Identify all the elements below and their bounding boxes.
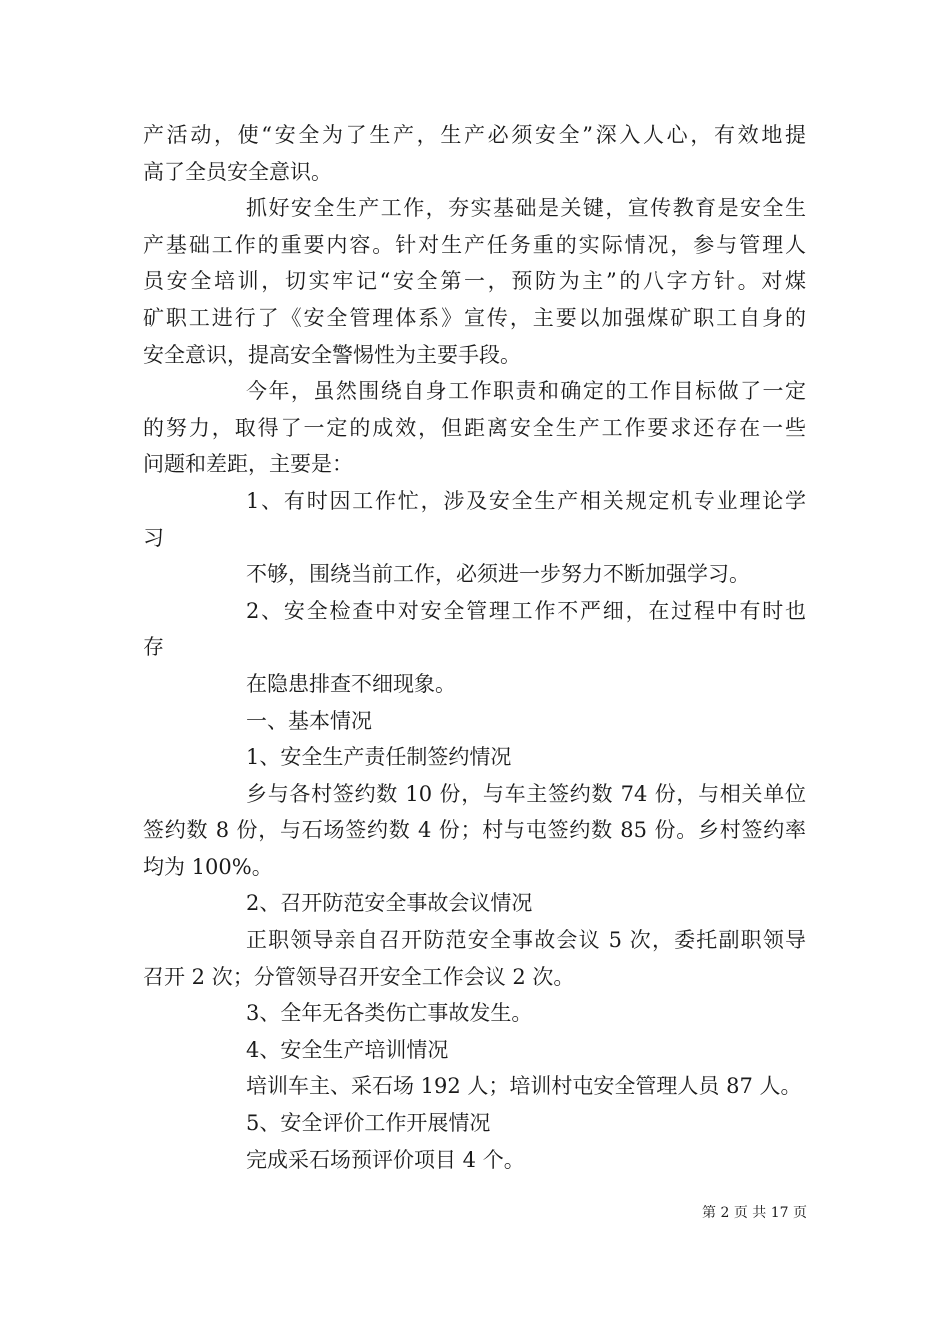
text-line: 不够，围绕当前工作，必须进一步努力不断加强学习。 (246, 562, 750, 587)
text-line: 1、安全生产责任制签约情况 (246, 745, 512, 770)
text-line: 产活动，使“安全为了生产，生产必须安全”深入人心，有效地提 (143, 123, 806, 147)
text-line: 5、安全评价工作开展情况 (246, 1111, 491, 1136)
text-line: 召开 2 次；分管领导召开安全工作会议 2 次。 (143, 964, 575, 989)
text-line: 签约数 8 份，与石场签约数 4 份；村与屯签约数 85 份。乡村签约率 (143, 818, 806, 843)
text-line: 培训车主、采石场 192 人；培训村屯安全管理人员 87 人。 (246, 1074, 802, 1099)
text-line: 安全意识，提高安全警惕性为主要手段。 (143, 342, 521, 367)
text-line: 习 (143, 525, 164, 550)
document-body (143, 117, 806, 1178)
text-line: 1、有时因工作忙，涉及安全生产相关规定机专业理论学 (246, 488, 806, 513)
text-line: 一、基本情况 (246, 708, 372, 733)
text-line: 矿职工进行了《安全管理体系》宣传，主要以加强煤矿职工自身的 (143, 305, 806, 330)
text-line: 完成采石场预评价项目 4 个。 (246, 1147, 525, 1172)
text-line: 产基础工作的重要内容。针对生产任务重的实际情况，参与管理人 (143, 232, 806, 257)
page-number: 第 2 页 共 17 页 (702, 1205, 807, 1221)
text-line: 2、安全检查中对安全管理工作不严细，在过程中有时也 (246, 598, 806, 623)
text-line: 的努力，取得了一定的成效，但距离安全生产工作要求还存在一些 (143, 415, 806, 440)
text-line: 乡与各村签约数 10 份，与车主签约数 74 份，与相关单位 (246, 781, 806, 806)
text-line: 问题和差距，主要是： (143, 452, 353, 477)
text-line: 在隐患排查不细现象。 (246, 671, 456, 696)
text-line: 高了全员安全意识。 (143, 159, 332, 184)
text-line: 今年，虽然围绕自身工作职责和确定的工作目标做了一定 (246, 379, 806, 404)
text-line: 正职领导亲自召开防范安全事故会议 5 次，委托副职领导 (246, 928, 806, 953)
text-line: 均为 100%。 (143, 854, 273, 879)
text-line: 存 (143, 635, 164, 660)
text-line: 员安全培训，切实牢记“安全第一，预防为主”的八字方针。对煤 (143, 269, 806, 294)
text-line: 3、全年无各类伤亡事故发生。 (246, 1001, 533, 1026)
text-line: 抓好安全生产工作，夯实基础是关键，宣传教育是安全生 (246, 196, 806, 221)
text-line: 4、安全生产培训情况 (246, 1037, 449, 1062)
text-line: 2、召开防范安全事故会议情况 (246, 891, 533, 916)
